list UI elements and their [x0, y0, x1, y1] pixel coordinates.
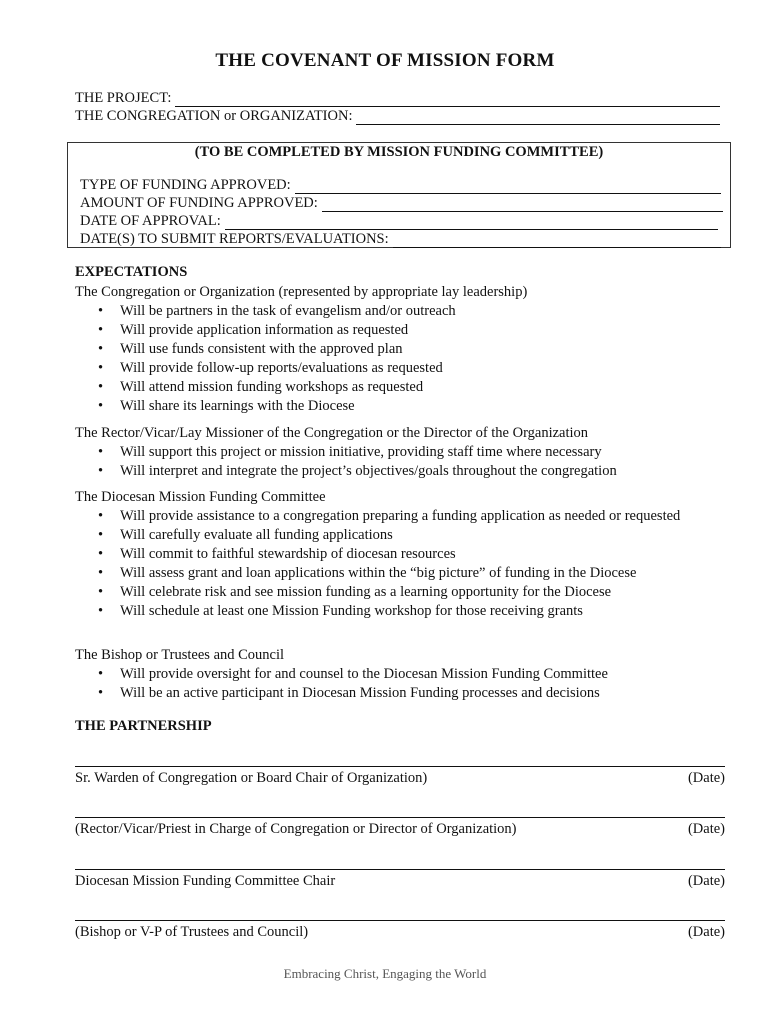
list-item: • Will commit to faithful stewardship of diocesan resources — [75, 545, 725, 564]
funding-type-field[interactable] — [80, 177, 721, 194]
funding-type-label: TYPE OF FUNDING APPROVED: — [80, 177, 291, 193]
signature-rector[interactable] — [75, 817, 725, 838]
date-label: (Date) — [687, 770, 725, 786]
group-intro: The Congregation or Organization (represented by appropriate lay leadership) — [75, 284, 528, 300]
list-item: • Will attend mission funding workshops as requested — [75, 378, 735, 397]
project-line[interactable] — [175, 94, 720, 107]
signature-label: (Bishop or V-P of Trustees and Council) — [75, 924, 309, 940]
funding-amount-line[interactable] — [322, 199, 723, 212]
report-dates-line[interactable] — [393, 235, 721, 248]
expectations-group-congregation — [75, 283, 735, 416]
list-item: • Will use funds consistent with the approved plan — [75, 340, 735, 359]
approval-date-field[interactable] — [80, 213, 718, 230]
funding-type-line[interactable] — [295, 181, 721, 194]
list-item: • Will be an active participant in Diocesan Mission Funding processes and decisions — [75, 684, 735, 703]
expectations-group-committee — [75, 488, 725, 621]
funding-amount-field[interactable] — [80, 195, 723, 212]
list-item: • Will interpret and integrate the project’s objectives/goals throughout the congregation — [75, 462, 735, 481]
expectations-group-rector — [75, 424, 735, 481]
signature-committee-chair[interactable] — [75, 869, 725, 890]
list-item: • Will share its learnings with the Diocese — [75, 397, 735, 416]
list-item: • Will support this project or mission initiative, providing staff time where necessary — [75, 443, 735, 462]
list-item: • Will provide follow-up reports/evaluations as requested — [75, 359, 735, 378]
list-item: • Will provide application information as requested — [75, 321, 735, 340]
signature-line[interactable] — [75, 766, 725, 767]
committee-box-heading: (TO BE COMPLETED BY MISSION FUNDING COMMITTEE) — [194, 144, 604, 160]
approval-date-label: DATE OF APPROVAL: — [80, 213, 221, 229]
list-item: • Will carefully evaluate all funding applications — [75, 526, 725, 545]
expectations-group-bishop — [75, 646, 735, 703]
congregation-field[interactable] — [75, 108, 720, 125]
signature-bishop[interactable] — [75, 920, 725, 941]
list-item: • Will provide assistance to a congregation preparing a funding application as needed or requested — [75, 507, 725, 526]
group-intro: The Diocesan Mission Funding Committee — [75, 489, 326, 505]
approval-date-line[interactable] — [225, 217, 718, 230]
signature-line[interactable] — [75, 920, 725, 921]
signature-label: Sr. Warden of Congregation or Board Chair of Organization) — [75, 770, 428, 786]
funding-amount-label: AMOUNT OF FUNDING APPROVED: — [80, 195, 318, 211]
list-item: • Will schedule at least one Mission Funding workshop for those receiving grants — [75, 602, 725, 621]
report-dates-field[interactable] — [80, 231, 721, 248]
congregation-line[interactable] — [356, 112, 720, 125]
project-label: THE PROJECT: — [75, 90, 172, 106]
signature-senior-warden[interactable] — [75, 766, 725, 787]
footer-tagline: Embracing Christ, Engaging the World — [283, 966, 487, 981]
signature-label: Diocesan Mission Funding Committee Chair — [75, 873, 336, 889]
signature-line[interactable] — [75, 817, 725, 818]
list-item: • Will be partners in the task of evangelism and/or outreach — [75, 302, 735, 321]
list-item: • Will assess grant and loan applications within the “big picture” of funding in the Diocese — [75, 564, 725, 583]
committee-box — [67, 142, 731, 248]
signature-line[interactable] — [75, 869, 725, 870]
date-label: (Date) — [687, 924, 725, 940]
report-dates-label: DATE(S) TO SUBMIT REPORTS/EVALUATIONS: — [80, 231, 389, 247]
date-label: (Date) — [687, 873, 725, 889]
signature-label: (Rector/Vicar/Priest in Charge of Congregation or Director of Organization) — [75, 821, 517, 837]
congregation-label: THE CONGREGATION or ORGANIZATION: — [75, 108, 353, 124]
expectations-heading: EXPECTATIONS — [75, 264, 188, 280]
list-item: • Will celebrate risk and see mission funding as a learning opportunity for the Diocese — [75, 583, 725, 602]
form-title: THE COVENANT OF MISSION FORM — [215, 50, 555, 71]
partnership-heading: THE PARTNERSHIP — [75, 718, 212, 734]
group-intro: The Bishop or Trustees and Council — [75, 647, 285, 663]
group-intro: The Rector/Vicar/Lay Missioner of the Congregation or the Director of the Organization — [75, 425, 589, 441]
list-item: • Will provide oversight for and counsel to the Diocesan Mission Funding Committee — [75, 665, 735, 684]
date-label: (Date) — [687, 821, 725, 837]
project-field[interactable] — [75, 90, 720, 107]
